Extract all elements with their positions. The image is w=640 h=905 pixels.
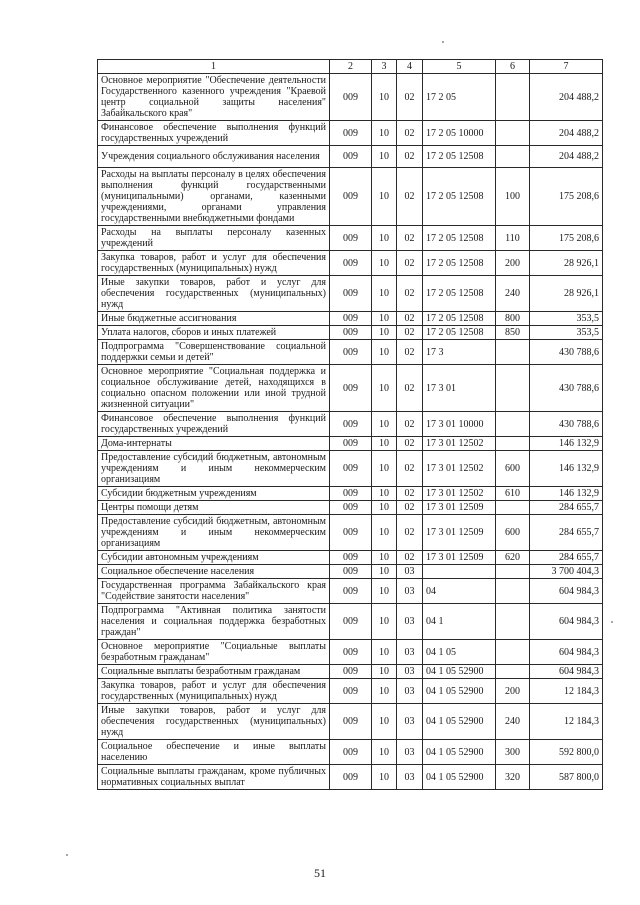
row-type-cell (496, 665, 530, 679)
row-subsection-cell: 03 (397, 565, 423, 579)
row-section-cell: 10 (372, 226, 397, 251)
row-code-cell: 009 (330, 226, 372, 251)
row-subsection-cell: 02 (397, 551, 423, 565)
row-subsection-cell: 02 (397, 276, 423, 312)
table-row (98, 765, 603, 790)
row-section-cell: 10 (372, 665, 397, 679)
row-type-cell (496, 640, 530, 665)
row-subsection-cell: 03 (397, 640, 423, 665)
table-row (98, 604, 603, 640)
row-code-cell: 009 (330, 679, 372, 704)
table-row (98, 251, 603, 276)
row-amount-cell: 430 788,6 (530, 340, 603, 365)
row-section-cell: 10 (372, 501, 397, 515)
row-code-cell: 009 (330, 74, 372, 121)
row-target-cell: 17 3 01 10000 (423, 412, 496, 437)
row-name-cell: Закупка товаров, работ и услуг для обеспечения государственных (муниципальных) нужд (98, 679, 330, 704)
row-target-cell: 04 1 05 52900 (423, 765, 496, 790)
row-section-cell: 10 (372, 146, 397, 168)
row-section-cell: 10 (372, 326, 397, 340)
row-target-cell: 17 3 (423, 340, 496, 365)
row-name-cell: Расходы на выплаты персоналу казенных учреждений (98, 226, 330, 251)
row-amount-cell: 353,5 (530, 326, 603, 340)
row-amount-cell: 175 208,6 (530, 226, 603, 251)
row-target-cell: 17 2 05 12508 (423, 326, 496, 340)
row-target-cell: 17 3 01 12502 (423, 487, 496, 501)
row-name-cell: Иные закупки товаров, работ и услуг для обеспечения государственных (муниципальных) нужд (98, 704, 330, 740)
row-section-cell: 10 (372, 437, 397, 451)
row-type-cell (496, 365, 530, 412)
table-row (98, 501, 603, 515)
table-row (98, 487, 603, 501)
row-code-cell: 009 (330, 121, 372, 146)
row-type-cell: 100 (496, 168, 530, 226)
row-amount-cell: 12 184,3 (530, 704, 603, 740)
row-name-cell: Основное мероприятие "Социальные выплаты безработным гражданам" (98, 640, 330, 665)
row-target-cell: 17 2 05 (423, 74, 496, 121)
row-target-cell: 17 3 01 12502 (423, 451, 496, 487)
row-target-cell: 17 2 05 12508 (423, 312, 496, 326)
row-type-cell: 110 (496, 226, 530, 251)
row-target-cell: 17 3 01 12509 (423, 515, 496, 551)
row-subsection-cell: 03 (397, 704, 423, 740)
row-amount-cell: 204 488,2 (530, 121, 603, 146)
scan-speck (611, 621, 613, 623)
row-subsection-cell: 02 (397, 515, 423, 551)
row-section-cell: 10 (372, 251, 397, 276)
row-name-cell: Социальные выплаты безработным гражданам (98, 665, 330, 679)
row-subsection-cell: 02 (397, 168, 423, 226)
row-name-cell: Иные закупки товаров, работ и услуг для обеспечения государственных (муниципальных) нужд (98, 276, 330, 312)
row-name-cell: Иные бюджетные ассигнования (98, 312, 330, 326)
row-type-cell (496, 501, 530, 515)
row-target-cell: 17 2 05 12508 (423, 146, 496, 168)
row-target-cell: 17 3 01 (423, 365, 496, 412)
row-name-cell: Субсидии бюджетным учреждениям (98, 487, 330, 501)
table-row (98, 640, 603, 665)
row-code-cell: 009 (330, 451, 372, 487)
row-subsection-cell: 02 (397, 146, 423, 168)
row-subsection-cell: 02 (397, 412, 423, 437)
row-amount-cell: 284 655,7 (530, 551, 603, 565)
row-code-cell: 009 (330, 365, 372, 412)
header-cell: 7 (530, 60, 603, 74)
row-name-cell: Закупка товаров, работ и услуг для обеспечения государственных (муниципальных) нужд (98, 251, 330, 276)
row-type-cell: 240 (496, 276, 530, 312)
row-section-cell: 10 (372, 121, 397, 146)
row-code-cell: 009 (330, 340, 372, 365)
row-amount-cell: 204 488,2 (530, 146, 603, 168)
row-type-cell: 240 (496, 704, 530, 740)
table-row (98, 437, 603, 451)
row-target-cell: 17 3 01 12502 (423, 437, 496, 451)
row-section-cell: 10 (372, 515, 397, 551)
table-row (98, 312, 603, 326)
row-code-cell: 009 (330, 665, 372, 679)
budget-table (97, 59, 603, 790)
row-code-cell: 009 (330, 740, 372, 765)
row-amount-cell: 3 700 404,3 (530, 565, 603, 579)
row-code-cell: 009 (330, 326, 372, 340)
table-row (98, 515, 603, 551)
table-row (98, 121, 603, 146)
row-target-cell: 17 3 01 12509 (423, 551, 496, 565)
table-row (98, 551, 603, 565)
row-name-cell: Предоставление субсидий бюджетным, автономным учреждениям и иным некоммерческим организациям (98, 451, 330, 487)
row-code-cell: 009 (330, 412, 372, 437)
row-section-cell: 10 (372, 604, 397, 640)
row-section-cell: 10 (372, 704, 397, 740)
row-name-cell: Уплата налогов, сборов и иных платежей (98, 326, 330, 340)
table-row (98, 579, 603, 604)
table-row (98, 74, 603, 121)
row-amount-cell: 587 800,0 (530, 765, 603, 790)
row-amount-cell: 604 984,3 (530, 665, 603, 679)
row-target-cell: 17 2 05 12508 (423, 251, 496, 276)
row-name-cell: Центры помощи детям (98, 501, 330, 515)
row-code-cell: 009 (330, 515, 372, 551)
row-type-cell: 610 (496, 487, 530, 501)
row-amount-cell: 604 984,3 (530, 579, 603, 604)
row-subsection-cell: 02 (397, 74, 423, 121)
row-type-cell: 200 (496, 679, 530, 704)
row-section-cell: 10 (372, 340, 397, 365)
row-amount-cell: 146 132,9 (530, 487, 603, 501)
row-target-cell: 04 1 (423, 604, 496, 640)
row-subsection-cell: 03 (397, 679, 423, 704)
row-section-cell: 10 (372, 765, 397, 790)
row-section-cell: 10 (372, 312, 397, 326)
row-amount-cell: 175 208,6 (530, 168, 603, 226)
row-subsection-cell: 03 (397, 765, 423, 790)
scan-speck (442, 41, 444, 43)
row-target-cell: 04 1 05 (423, 640, 496, 665)
row-type-cell: 200 (496, 251, 530, 276)
row-section-cell: 10 (372, 412, 397, 437)
row-amount-cell: 204 488,2 (530, 74, 603, 121)
row-target-cell: 17 3 01 12509 (423, 501, 496, 515)
row-code-cell: 009 (330, 704, 372, 740)
table-row (98, 326, 603, 340)
row-section-cell: 10 (372, 276, 397, 312)
row-section-cell: 10 (372, 168, 397, 226)
row-code-cell: 009 (330, 168, 372, 226)
row-amount-cell: 430 788,6 (530, 365, 603, 412)
row-code-cell: 009 (330, 276, 372, 312)
row-type-cell (496, 121, 530, 146)
row-section-cell: 10 (372, 579, 397, 604)
row-name-cell: Социальное обеспечение и иные выплаты населению (98, 740, 330, 765)
row-type-cell: 800 (496, 312, 530, 326)
row-target-cell: 17 2 05 12508 (423, 276, 496, 312)
row-type-cell (496, 146, 530, 168)
row-type-cell (496, 437, 530, 451)
header-cell: 4 (397, 60, 423, 74)
row-amount-cell: 604 984,3 (530, 640, 603, 665)
row-section-cell: 10 (372, 640, 397, 665)
table-row (98, 704, 603, 740)
row-type-cell: 600 (496, 451, 530, 487)
row-target-cell: 17 2 05 12508 (423, 226, 496, 251)
row-code-cell: 009 (330, 565, 372, 579)
row-subsection-cell: 02 (397, 340, 423, 365)
row-type-cell (496, 579, 530, 604)
row-target-cell: 04 1 05 52900 (423, 704, 496, 740)
row-type-cell: 300 (496, 740, 530, 765)
row-amount-cell: 28 926,1 (530, 251, 603, 276)
row-subsection-cell: 02 (397, 326, 423, 340)
scan-speck (66, 854, 68, 856)
row-section-cell: 10 (372, 551, 397, 565)
row-type-cell: 620 (496, 551, 530, 565)
row-name-cell: Социальное обеспечение населения (98, 565, 330, 579)
table-row (98, 365, 603, 412)
row-type-cell: 320 (496, 765, 530, 790)
row-amount-cell: 430 788,6 (530, 412, 603, 437)
row-name-cell: Социальные выплаты гражданам, кроме публичных нормативных социальных выплат (98, 765, 330, 790)
row-amount-cell: 28 926,1 (530, 276, 603, 312)
row-target-cell: 17 2 05 10000 (423, 121, 496, 146)
row-section-cell: 10 (372, 679, 397, 704)
row-type-cell: 600 (496, 515, 530, 551)
table-body (98, 74, 603, 790)
row-code-cell: 009 (330, 640, 372, 665)
row-target-cell: 04 (423, 579, 496, 604)
row-amount-cell: 146 132,9 (530, 437, 603, 451)
row-amount-cell: 353,5 (530, 312, 603, 326)
row-subsection-cell: 02 (397, 487, 423, 501)
row-amount-cell: 284 655,7 (530, 515, 603, 551)
row-code-cell: 009 (330, 146, 372, 168)
page-number: 51 (314, 866, 326, 880)
row-subsection-cell: 02 (397, 251, 423, 276)
table-row (98, 340, 603, 365)
row-type-cell (496, 340, 530, 365)
table-row (98, 451, 603, 487)
row-name-cell: Расходы на выплаты персоналу в целях обеспечения выполнения функций государственными (муниципальными) органами, казенными учреждениями, органами управления государственными внебюджетными фондами (98, 168, 330, 226)
row-subsection-cell: 03 (397, 740, 423, 765)
row-type-cell (496, 604, 530, 640)
row-code-cell: 009 (330, 501, 372, 515)
header-cell: 2 (330, 60, 372, 74)
row-code-cell: 009 (330, 251, 372, 276)
row-code-cell: 009 (330, 579, 372, 604)
row-subsection-cell: 02 (397, 312, 423, 326)
row-subsection-cell: 03 (397, 604, 423, 640)
row-name-cell: Учреждения социального обслуживания населения (98, 146, 330, 168)
row-type-cell: 850 (496, 326, 530, 340)
row-amount-cell: 592 800,0 (530, 740, 603, 765)
table-row (98, 276, 603, 312)
row-name-cell: Государственная программа Забайкальского края "Содействие занятости населения" (98, 579, 330, 604)
row-section-cell: 10 (372, 74, 397, 121)
table-row (98, 412, 603, 437)
row-subsection-cell: 02 (397, 451, 423, 487)
table-row (98, 146, 603, 168)
row-name-cell: Финансовое обеспечение выполнения функций государственных учреждений (98, 412, 330, 437)
row-name-cell: Подпрограмма "Совершенствование социальной поддержки семьи и детей" (98, 340, 330, 365)
row-type-cell (496, 74, 530, 121)
row-section-cell: 10 (372, 451, 397, 487)
row-name-cell: Финансовое обеспечение выполнения функций государственных учреждений (98, 121, 330, 146)
table-row (98, 565, 603, 579)
row-code-cell: 009 (330, 312, 372, 326)
row-section-cell: 10 (372, 365, 397, 412)
table-row (98, 665, 603, 679)
row-code-cell: 009 (330, 437, 372, 451)
header-cell: 3 (372, 60, 397, 74)
row-subsection-cell: 02 (397, 121, 423, 146)
row-name-cell: Предоставление субсидий бюджетным, автономным учреждениям и иным некоммерческим организациям (98, 515, 330, 551)
row-code-cell: 009 (330, 604, 372, 640)
row-amount-cell: 284 655,7 (530, 501, 603, 515)
row-subsection-cell: 02 (397, 365, 423, 412)
row-amount-cell: 604 984,3 (530, 604, 603, 640)
row-name-cell: Основное мероприятие "Социальная поддержка и социальное обслуживание детей, находящихся в социально опасном положении или иной трудной жизненной ситуации" (98, 365, 330, 412)
row-subsection-cell: 03 (397, 579, 423, 604)
row-section-cell: 10 (372, 565, 397, 579)
row-target-cell: 04 1 05 52900 (423, 740, 496, 765)
table-row (98, 679, 603, 704)
table-row (98, 226, 603, 251)
row-section-cell: 10 (372, 487, 397, 501)
row-type-cell (496, 412, 530, 437)
row-code-cell: 009 (330, 551, 372, 565)
row-name-cell: Основное мероприятие "Обеспечение деятельности Государственного казенного учреждения "Краевой центр социальной защиты населения" Забайкальского края" (98, 74, 330, 121)
row-target-cell: 17 2 05 12508 (423, 168, 496, 226)
row-type-cell (496, 565, 530, 579)
row-subsection-cell: 03 (397, 665, 423, 679)
row-code-cell: 009 (330, 487, 372, 501)
row-name-cell: Подпрограмма "Активная политика занятости населения и социальная поддержка безработных граждан" (98, 604, 330, 640)
table-row (98, 168, 603, 226)
row-amount-cell: 12 184,3 (530, 679, 603, 704)
row-code-cell: 009 (330, 765, 372, 790)
row-subsection-cell: 02 (397, 501, 423, 515)
row-name-cell: Субсидии автономным учреждениям (98, 551, 330, 565)
row-name-cell: Дома-интернаты (98, 437, 330, 451)
header-cell: 5 (423, 60, 496, 74)
header-cell: 6 (496, 60, 530, 74)
header-cell: 1 (98, 60, 330, 74)
row-amount-cell: 146 132,9 (530, 451, 603, 487)
row-target-cell (423, 565, 496, 579)
row-subsection-cell: 02 (397, 437, 423, 451)
row-section-cell: 10 (372, 740, 397, 765)
table-header (98, 60, 603, 74)
header-row (98, 60, 603, 74)
table-row (98, 740, 603, 765)
row-subsection-cell: 02 (397, 226, 423, 251)
row-target-cell: 04 1 05 52900 (423, 665, 496, 679)
row-target-cell: 04 1 05 52900 (423, 679, 496, 704)
